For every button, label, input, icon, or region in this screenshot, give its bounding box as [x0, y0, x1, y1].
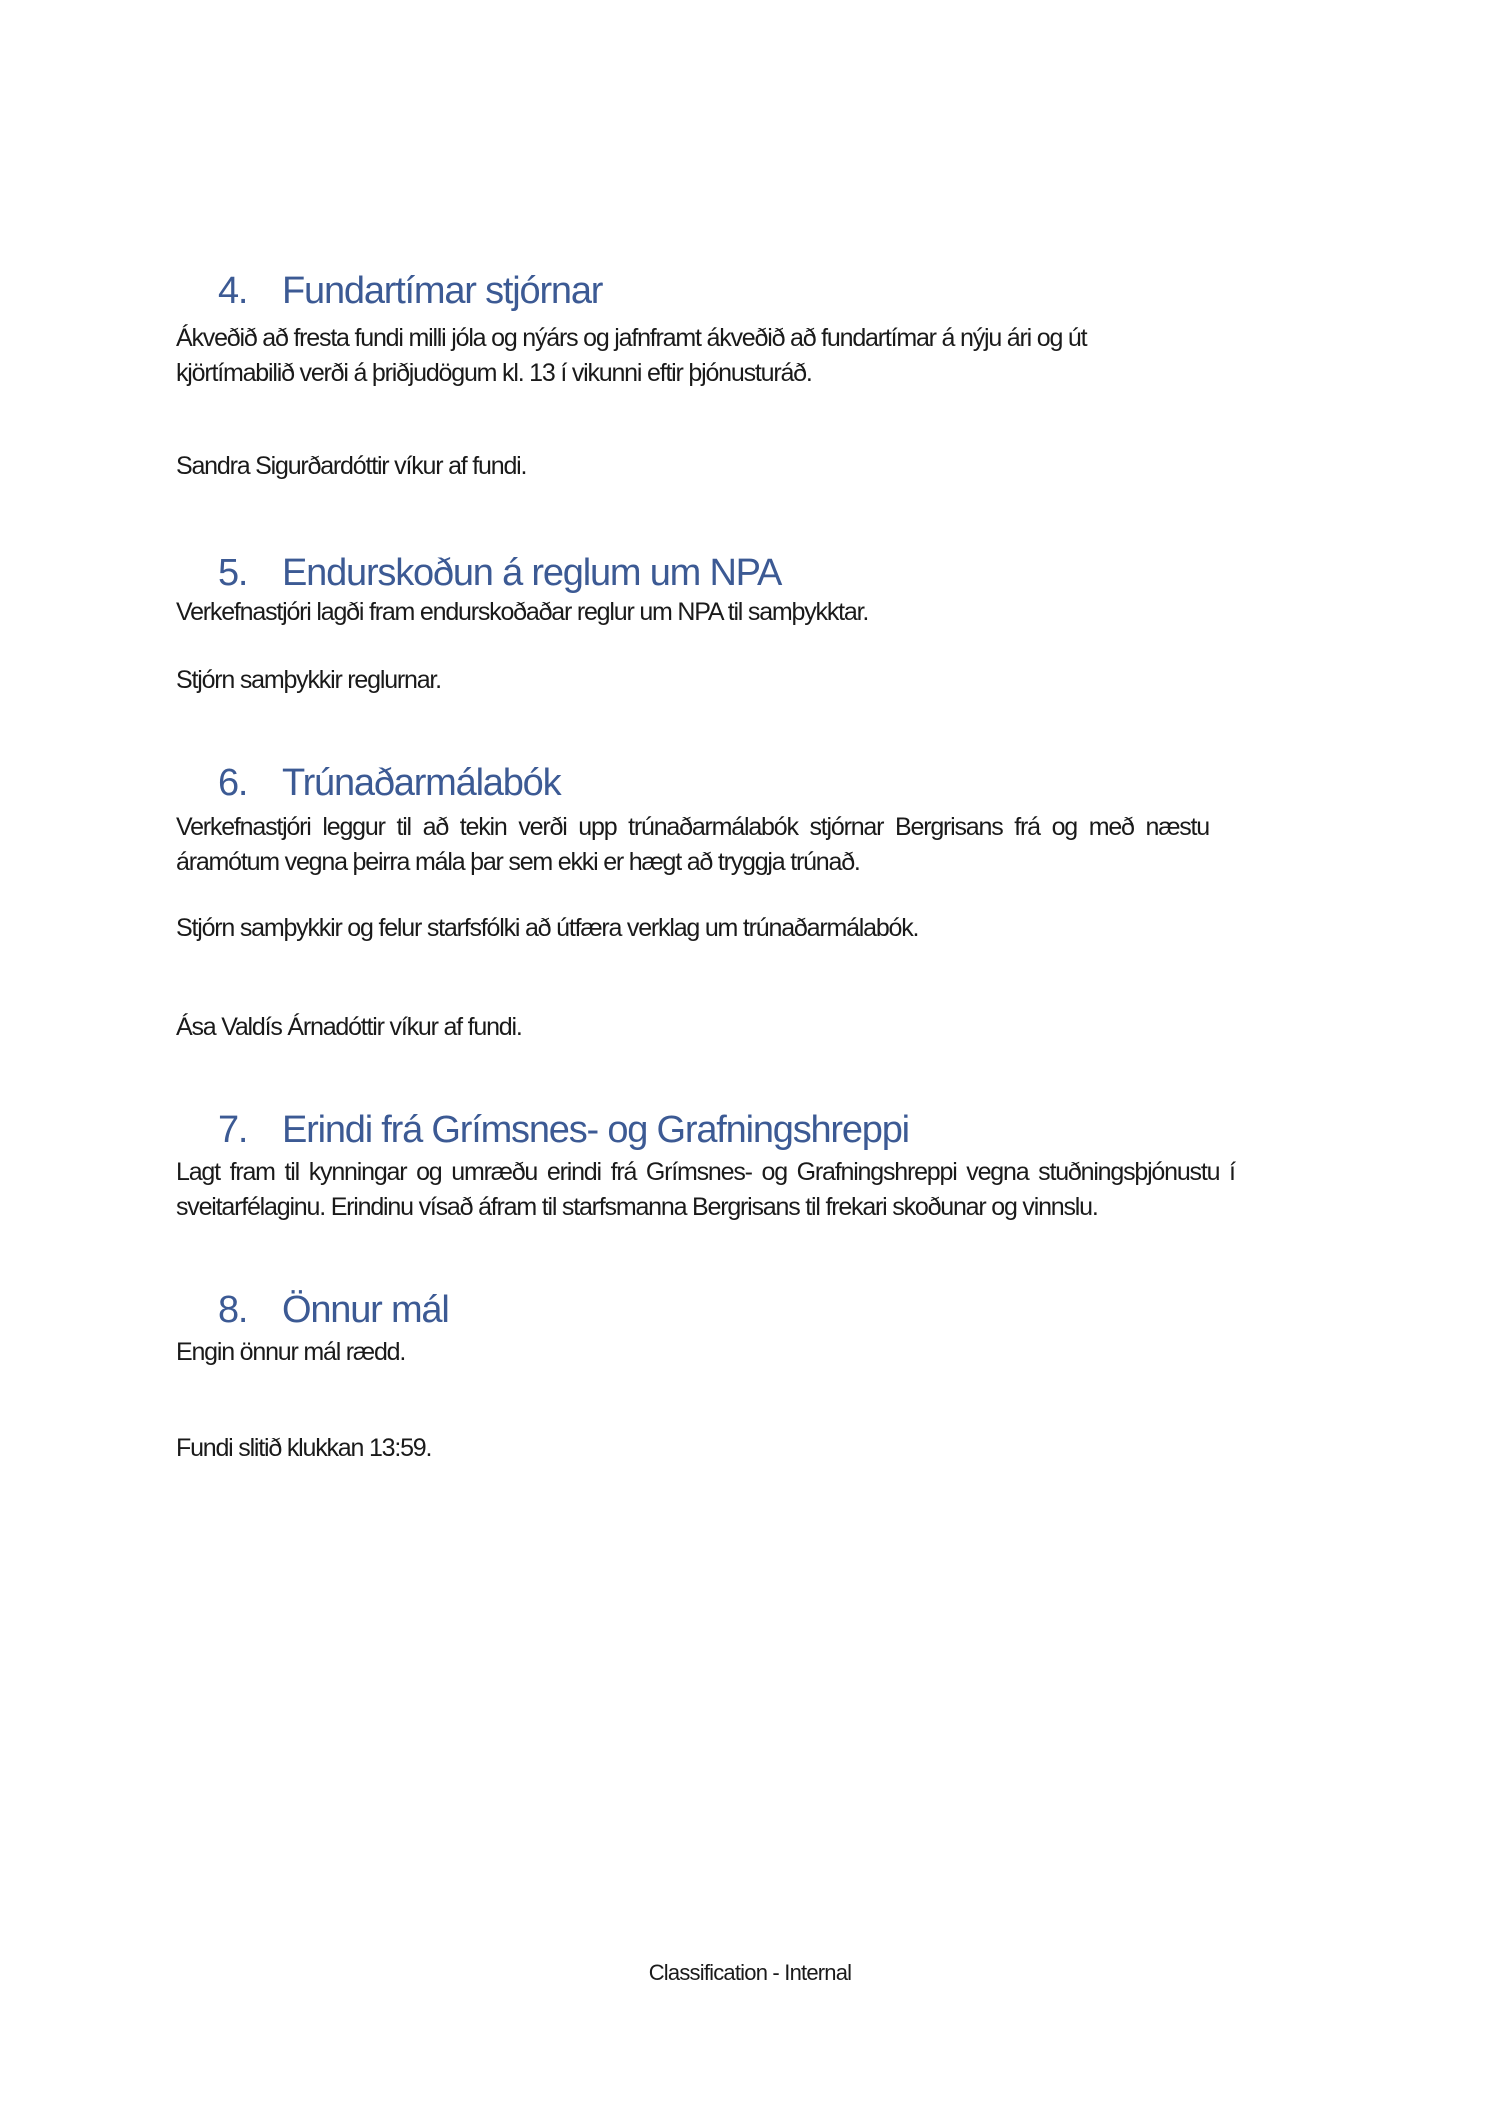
heading-number: 8.: [218, 1289, 248, 1331]
section-heading-8: [218, 1286, 449, 1334]
footer-classification: Classification - Internal: [648, 1960, 852, 1985]
section-heading-4: [218, 267, 602, 315]
section-heading-5: [218, 549, 781, 597]
paragraph-line: Ákveðið að fresta fundi milli jóla og nýárs og jafnframt ákveðið að fundartímar á nýju ári og út: [176, 324, 1087, 352]
heading-title: Trúnaðarmálabók: [282, 762, 561, 804]
heading-title: Endurskoðun á reglum um NPA: [282, 552, 782, 594]
heading-title: Erindi frá Grímsnes- og Grafningshreppi: [282, 1109, 909, 1151]
section-6-resolution: Stjórn samþykkir og felur starfsfólki að útfæra verklag um trúnaðarmálabók.: [176, 914, 919, 942]
heading-number: 4.: [218, 270, 248, 312]
heading-number: 7.: [218, 1109, 248, 1151]
section-4-note: Sandra Sigurðardóttir víkur af fundi.: [176, 452, 527, 480]
section-heading-6: [218, 759, 560, 807]
heading-number: 6.: [218, 762, 248, 804]
section-7-paragraph: [176, 1155, 1336, 1225]
heading-title: Fundartímar stjórnar: [282, 270, 603, 312]
section-5-paragraph: Verkefnastjóri lagði fram endurskoðaðar reglur um NPA til samþykktar.: [176, 598, 869, 626]
paragraph-line: Lagt fram til kynningar og umræðu erindi frá Grímsnes- og Grafningshreppi vegna stuðningsþjónustu í: [176, 1158, 1235, 1186]
section-6-paragraph: [176, 810, 1336, 880]
heading-number: 5.: [218, 552, 248, 594]
closing-statement: Fundi slitið klukkan 13:59.: [176, 1434, 432, 1462]
paragraph-line: kjörtímabilið verði á þriðjudögum kl. 13 í vikunni eftir þjónusturáð.: [176, 359, 812, 387]
paragraph-line: Verkefnastjóri leggur til að tekin verði upp trúnaðarmálabók stjórnar Bergrisans frá og með næstu: [176, 813, 1209, 841]
heading-title: Önnur mál: [282, 1289, 449, 1331]
section-8-paragraph: Engin önnur mál rædd.: [176, 1338, 406, 1366]
section-6-note: Ása Valdís Árnadóttir víkur af fundi.: [176, 1013, 522, 1041]
paragraph-line: sveitarfélaginu. Erindinu vísað áfram til starfsmanna Bergrisans til frekari skoðunar og vinnslu.: [176, 1193, 1098, 1221]
section-heading-7: [218, 1106, 909, 1154]
paragraph-line: áramótum vegna þeirra mála þar sem ekki er hægt að tryggja trúnað.: [176, 848, 860, 876]
section-4-paragraph: [176, 321, 1336, 391]
section-5-resolution: Stjórn samþykkir reglurnar.: [176, 666, 441, 694]
